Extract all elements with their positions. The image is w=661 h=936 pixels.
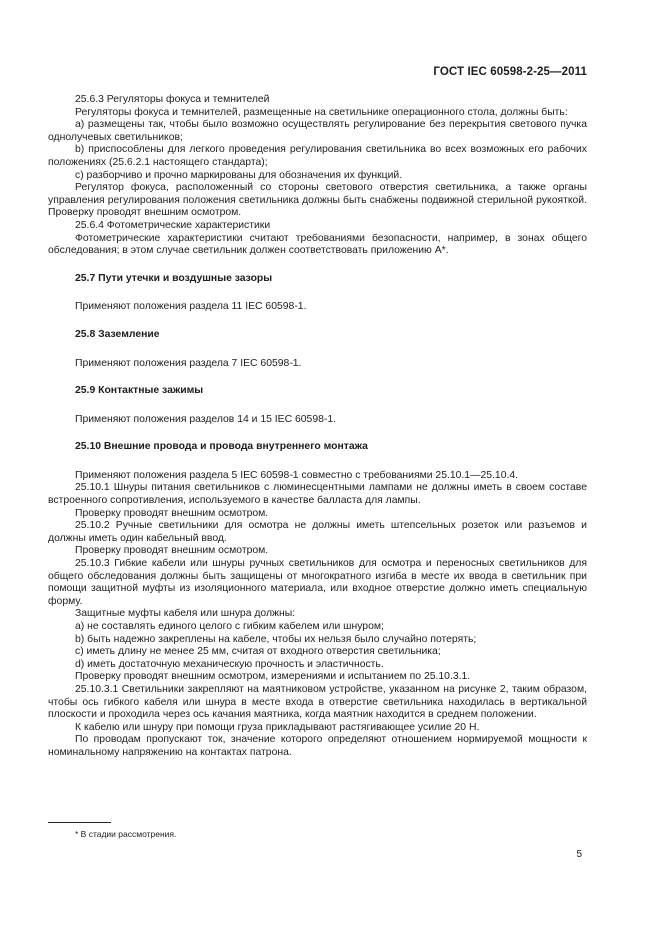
paragraph: Регулятор фокуса, расположенный со стороны светового отверстия светильника, а также органы управления регулирования положения светильника должны быть снабжены подвижной стерильной рукояткой. Проверку проводят внешним осмотром. [48, 182, 587, 219]
paragraph: К кабелю или шнуру при помощи груза прикладывают растягивающее усилие 20 Н. [75, 721, 480, 733]
section-heading-25-9: 25.9 Контактные зажимы [75, 385, 204, 397]
footnote: * В стадии рассмотрения. [75, 829, 177, 839]
list-item: c) иметь длину не менее 25 мм, считая от входного отверстия светильника; [75, 646, 441, 658]
clause-25-6-4-title: 25.6.4 Фотометрические характеристики [75, 219, 271, 231]
list-item: a) не составлять единого целого с гибким кабелем или шнуром; [75, 621, 384, 632]
paragraph: Применяют положения раздела 7 IEC 60598-1. [75, 357, 302, 369]
clause-25-10-2: 25.10.2 Ручные светильники для осмотра не должны иметь штепсельных розеток или разъемов и должны иметь один кабельный ввод. [48, 520, 587, 544]
document-header: ГОСТ IEC 60598-2-25—2011 [433, 66, 587, 78]
page-number: 5 [576, 849, 582, 860]
list-item: b) быть надежно закреплены на кабеле, чтобы их нельзя было случайно потерять; [75, 633, 477, 645]
clause-25-10-3: 25.10.3 Гибкие кабели или шнуры ручных светильников для осмотра и переносных светильников для общего обследования должны быть защищены от многократного изгиба в месте их ввода в светильник при помощи защитной муфты из изоляционного материала, или входное отверстие должно иметь специальную форму. [48, 558, 587, 607]
paragraph: Защитные муфты кабеля или шнура должны: [75, 608, 296, 620]
paragraph: Проверку проводят внешним осмотром. [75, 545, 269, 557]
paragraph: Проверку проводят внешним осмотром. [75, 507, 269, 519]
paragraph: Применяют положения раздела 5 IEC 60598-1 совместно с требованиями 25.10.1—25.10.4. [75, 469, 519, 481]
paragraph: Применяют положения разделов 14 и 15 IEC 60598-1. [75, 413, 336, 425]
paragraph: По проводам пропускают ток, значение которого определяют отношением нормируемой мощности к номинальному напряжению на контактах патрона. [48, 734, 587, 758]
clause-25-10-1: 25.10.1 Шнуры питания светильников с люминесцентными лампами не должны иметь в своем составе встроенного сопротивления, используемого в качестве балласта для лампы. [48, 482, 587, 507]
list-item: a) размещены так, чтобы было возможно осуществлять регулирование без перекрытия светового пучка однолучевых светильников; [48, 119, 587, 143]
list-item: c) разборчиво и прочно маркированы для обозначения их функций. [75, 169, 403, 181]
paragraph: Проверку проводят внешним осмотром, измерениями и испытанием по 25.10.3.1. [75, 671, 471, 683]
document-body [48, 94, 587, 760]
footnote-separator [48, 822, 111, 823]
section-heading-25-7: 25.7 Пути утечки и воздушные зазоры [75, 272, 273, 284]
section-heading-25-8: 25.8 Заземление [75, 328, 160, 340]
list-item: b) приспособлены для легкого проведения регулирования светильника во всех возможных его рабочих положениях (25.6.2.1 настоящего стандарта); [48, 144, 587, 168]
paragraph: Фотометрические характеристики считают требованиями безопасности, например, в зонах общего обследования; в этом случае светильник должен соответствовать приложению А*. [48, 232, 587, 257]
section-heading-25-10: 25.10 Внешние провода и провода внутреннего монтажа [75, 441, 368, 453]
paragraph: Применяют положения раздела 11 IEC 60598-1. [75, 301, 307, 313]
clause-25-6-3-title: 25.6.3 Регуляторы фокуса и темнителей [75, 94, 270, 105]
list-item: d) иметь достаточную механическую прочность и эластичность. [75, 658, 384, 670]
clause-25-10-3-1: 25.10.3.1 Светильники закрепляют на маятниковом устройстве, указанном на рисунке 2, таким образом, чтобы ось гибкого кабеля или шнура в месте входа в отверстие светильника находилась в вертикальной плоскости и проходила через ось качания маятника, когда маятник находится в среднем положении. [48, 683, 587, 721]
paragraph: Регуляторы фокуса и темнителей, размещенные на светильнике операционного стола, должны быть: [75, 106, 568, 118]
